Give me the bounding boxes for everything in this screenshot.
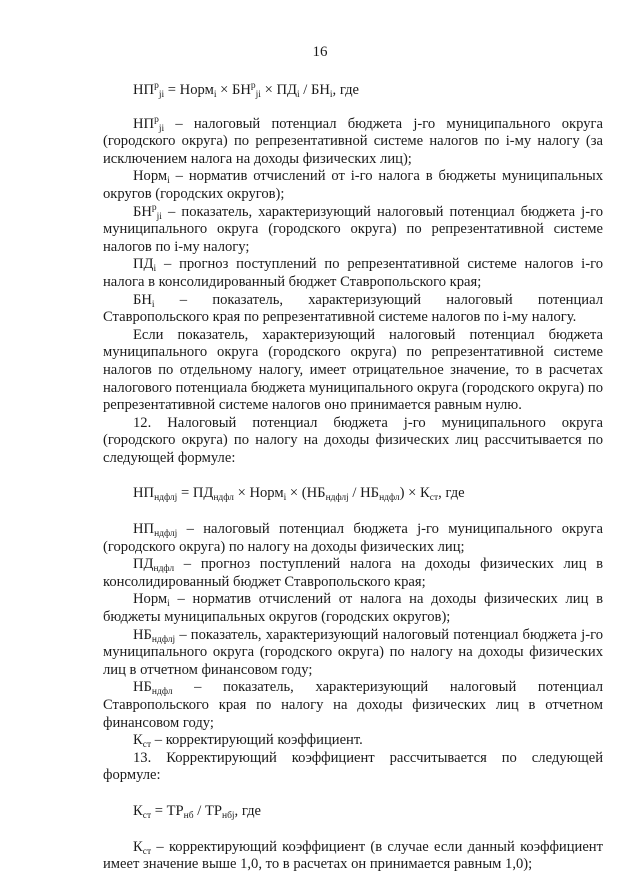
definition-norm: Норм$_i$ – норматив отчислений от i-го налога в бюджеты муниципальных округов (городских округов); [103,168,603,202]
definition-pd-ndfl: $ПД_{ндфл}$ – прогноз поступлений налога на доходы физических лиц в консолидированный бюджет Ставропольского края; [103,556,603,590]
paragraph-item-12: 12. Налоговый потенциал бюджета j-го муниципального округа (городского округа) по налогу на доходы физических лиц рассчитывается по следующей формуле: [103,414,603,466]
definition-pd: $ПД_i$ – прогноз поступлений по репрезентативной системе налогов i-го налога в консолидированный бюджет Ставропольского края; [103,256,603,290]
definition-bn-r: $БН^р_{ji}$ – показатель, характеризующий налоговый потенциал бюджета j-го муниципального округа (городского округа) по репрезентативной системе налогов по i-му налогу; [103,202,603,255]
definition-kst-coefficient: $К_{ст}$ – корректирующий коэффициент (в случае если данный коэффициент имеет значение выше 1,0, то в расчетах он принимается равным 1,0); [103,838,603,873]
page-number: 16 [312,44,328,60]
document-body [103,82,603,874]
definition-nb-ndfl: $НБ_{ндфл}$ – показатель, характеризующий налоговый потенциал Ставропольского края по налогу на доходы физических лиц в отчетном финансовом году; [103,679,603,731]
definition-np: $НП^р_{ji}$ – налоговый потенциал бюджета j-го муниципального округа (городского округа) по репрезентативной системе налогов по i-му налогу (за исключением налога на доходы физических лиц); [103,114,603,167]
formula-correction-coefficient: $К_{ст} = ТР_{нб} / ТР_{нбj}$, где [133,802,262,821]
formula-ndfl-potential: $НП_{ндфлj} = ПД_{ндфл}$ × Норм$_i$ × $(НБ_{ндфлj} / НБ_{ндфл}) \times К_{ст}$, где [133,485,465,504]
definition-bn: $БН_i$ – показатель, характеризующий налоговый потенциал Ставропольского края по репрезентативной системе налогов по i-му налогу. [103,291,603,326]
paragraph-item-13: 13. Корректирующий коэффициент рассчитывается по следующей формуле: [103,749,603,784]
definition-nb-ndflj: $НБ_{ндфлj}$ – показатель, характеризующий налоговый потенциал бюджета j-го муниципального округа (городского округа) по налогу на доходы физических лиц в отчетном финансовом году; [103,626,603,678]
definition-np-ndfl: $НП_{ндфлj}$ – налоговый потенциал бюджета j-го муниципального округа (городского округа) по налогу на доходы физических лиц; [103,521,603,555]
paragraph-negative-value: Если показатель, характеризующий налоговый потенциал бюджета муниципального округа (городского округа) по репрезентативной системе налогов по отдельному налогу, имеет отрицательное значение, то в расчетах налогового потенциала бюджета муниципального округа (городского округа) по репрезентативной системе налогов оно принимается равным нулю. [103,326,603,414]
definition-norm-ndfl: Норм$_i$ – норматив отчислений от налога на доходы физических лиц в бюджеты муниципальных округов (городских округов); [103,591,603,626]
formula-tax-potential: $НП^р_{ji}$ = Норм$_i$ × $БН^р_{ji} \times ПД_i / БН_i$, где [133,81,359,100]
definition-kst: $К_{ст}$ – корректирующий коэффициент. [133,732,363,751]
